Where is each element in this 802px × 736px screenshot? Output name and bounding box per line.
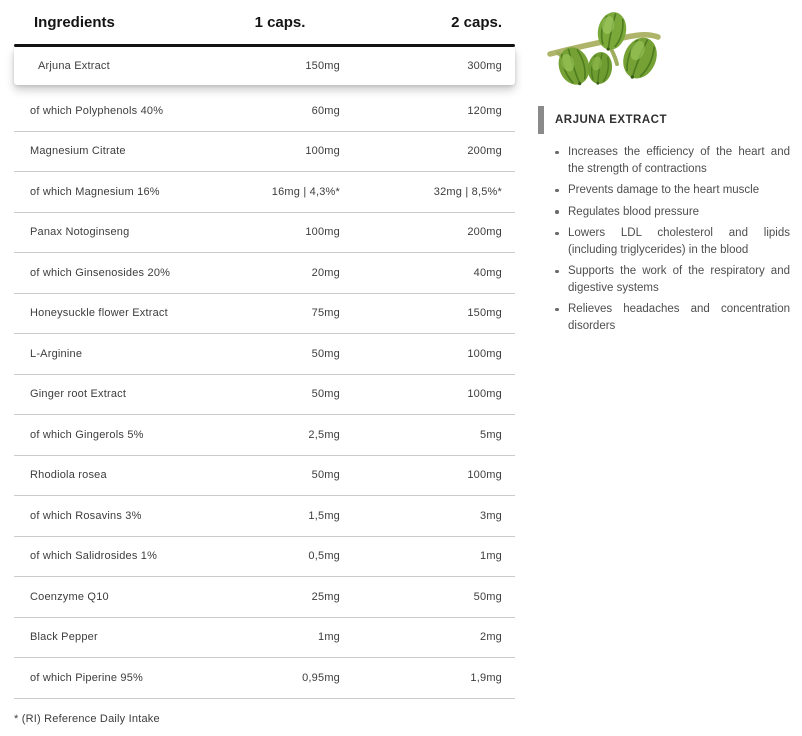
row-label: of which Ginsenosides 20%: [30, 266, 171, 279]
table-row: [14, 658, 515, 699]
row-value-2caps: 100mg: [467, 347, 502, 360]
row-value-1caps: 100mg: [305, 226, 340, 239]
row-value-1caps: 0,95mg: [302, 671, 340, 684]
row-label: of which Polyphenols 40%: [30, 104, 164, 117]
row-value-2caps: 5mg: [480, 428, 502, 441]
row-value-2caps: 100mg: [467, 469, 502, 482]
benefit-item: Lowers LDL cholesterol and lipids (including triglycerides) in the blood: [538, 225, 790, 258]
row-value-1caps: 150mg: [305, 60, 340, 72]
table-row: [14, 213, 515, 254]
row-value-1caps: 20mg: [311, 266, 340, 279]
row-value-2caps: 300mg: [467, 60, 502, 72]
row-value-2caps: 32mg | 8,5%*: [433, 185, 502, 198]
table-header-row: [14, 0, 515, 44]
ingredients-table: [14, 0, 515, 725]
table-row: [14, 496, 515, 537]
table-row: [14, 618, 515, 659]
row-label: of which Rosavins 3%: [30, 509, 142, 522]
row-label: Ginger root Extract: [30, 388, 127, 401]
row-label: Panax Notoginseng: [30, 226, 130, 239]
panel-heading-label: ARJUNA EXTRACT: [555, 114, 667, 126]
table-row: [14, 91, 515, 132]
row-label: Rhodiola rosea: [30, 469, 107, 482]
row-value-1caps: 100mg: [305, 145, 340, 158]
table-row: [14, 537, 515, 578]
arjuna-description-panel: [538, 0, 790, 339]
table-row: [14, 456, 515, 497]
benefit-item: Supports the work of the respiratory and digestive systems: [538, 263, 790, 296]
table-row: [14, 577, 515, 618]
table-row: [14, 334, 515, 375]
table-row: [14, 132, 515, 173]
row-value-2caps: 1,9mg: [470, 671, 502, 684]
row-value-2caps: 200mg: [467, 145, 502, 158]
table-row-highlight-arjuna-extract: [14, 47, 515, 85]
row-value-2caps: 100mg: [467, 388, 502, 401]
row-value-2caps: 3mg: [480, 509, 502, 522]
table-row: [14, 172, 515, 213]
benefits-bullet-list: [538, 144, 790, 334]
row-label: of which Gingerols 5%: [30, 428, 144, 441]
row-value-1caps: 16mg | 4,3%*: [271, 185, 340, 198]
row-label: Arjuna Extract: [38, 60, 110, 72]
row-value-2caps: 200mg: [467, 226, 502, 239]
row-value-1caps: 1mg: [318, 631, 340, 644]
row-value-1caps: 0,5mg: [308, 550, 340, 563]
panel-heading-arjuna-extract: [538, 106, 790, 134]
row-label: Magnesium Citrate: [30, 145, 126, 158]
row-value-2caps: 40mg: [473, 266, 502, 279]
row-value-2caps: 50mg: [473, 590, 502, 603]
header-1caps: 1 caps.: [254, 13, 306, 31]
row-label: of which Piperine 95%: [30, 671, 144, 684]
table-row: [14, 294, 515, 335]
row-value-1caps: 60mg: [311, 104, 340, 117]
row-label: of which Magnesium 16%: [30, 185, 160, 198]
header-ingredients: Ingredients: [34, 13, 115, 31]
benefit-item: Relieves headaches and concentration disorders: [538, 301, 790, 334]
row-value-1caps: 50mg: [311, 347, 340, 360]
row-value-1caps: 50mg: [311, 388, 340, 401]
row-label: L-Arginine: [30, 347, 83, 360]
table-row: [14, 375, 515, 416]
benefit-item: Regulates blood pressure: [538, 204, 790, 221]
row-label: Coenzyme Q10: [30, 590, 109, 603]
row-label: Honeysuckle flower Extract: [30, 307, 168, 320]
row-value-1caps: 2,5mg: [308, 428, 340, 441]
row-value-2caps: 120mg: [467, 104, 502, 117]
row-value-1caps: 25mg: [311, 590, 340, 603]
row-value-1caps: 50mg: [311, 469, 340, 482]
reference-daily-intake-footnote: * (RI) Reference Daily Intake: [14, 712, 160, 725]
row-label: Black Pepper: [30, 631, 98, 644]
row-value-2caps: 150mg: [467, 307, 502, 320]
row-value-1caps: 1,5mg: [308, 509, 340, 522]
benefit-item: Increases the efficiency of the heart and the strength of contractions: [538, 144, 790, 177]
benefit-item: Prevents damage to the heart muscle: [538, 182, 790, 199]
row-value-1caps: 75mg: [311, 307, 340, 320]
row-label: of which Salidrosides 1%: [30, 550, 158, 563]
table-row: [14, 415, 515, 456]
row-value-2caps: 1mg: [480, 550, 502, 563]
arjuna-fruits-image: [544, 6, 666, 96]
header-2caps: 2 caps.: [451, 13, 502, 31]
table-row: [14, 253, 515, 294]
row-value-2caps: 2mg: [480, 631, 502, 644]
